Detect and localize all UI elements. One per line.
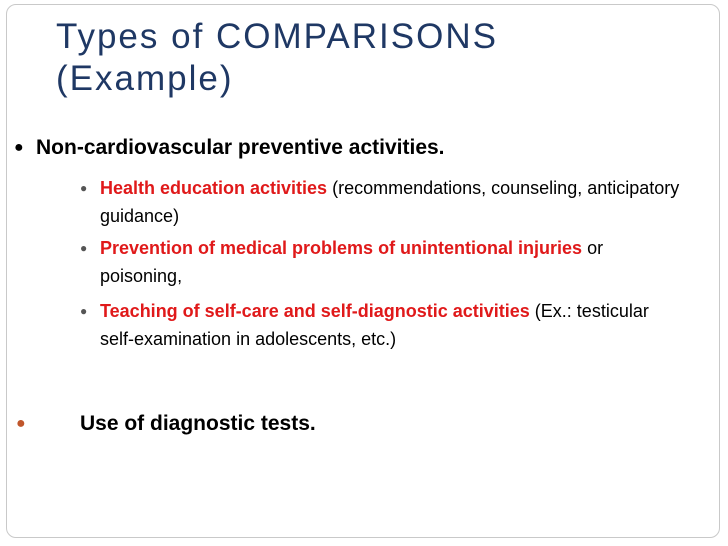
sub-bullet-text: or poisoning, xyxy=(100,238,604,286)
filled-circle-bullet-icon: ● xyxy=(14,139,24,156)
filled-circle-bullet-icon: ● xyxy=(16,415,26,432)
bullet-item-1 xyxy=(14,136,445,160)
small-circle-bullet-icon: ● xyxy=(80,241,88,255)
small-circle-bullet-icon: ● xyxy=(80,181,88,195)
sub-bullet-text: (Ex.: testicular self-examination in adolescents, etc.) xyxy=(100,301,649,349)
bullet-text: Use of diagnostic tests. xyxy=(80,412,316,435)
title-line-2: (Example) xyxy=(56,59,234,98)
title-line-1: Types of COMPARISONS xyxy=(56,17,498,56)
sub-bullet-highlight: Health education activities xyxy=(100,178,328,198)
sub-bullet-item-1 xyxy=(80,174,680,230)
sub-bullet-item-2 xyxy=(80,234,680,290)
sub-bullet-highlight: Teaching of self-care and self-diagnostic activities xyxy=(100,301,530,321)
slide-title xyxy=(56,16,696,100)
small-circle-bullet-icon: ● xyxy=(80,304,88,318)
bullet-text: Non-cardiovascular preventive activities. xyxy=(36,136,445,159)
sub-bullet-item-3 xyxy=(80,297,680,353)
sub-bullet-text: (recommendations, counseling, anticipatory guidance) xyxy=(100,178,680,226)
sub-bullet-highlight: Prevention of medical problems of unintentional injuries xyxy=(100,238,583,258)
bullet-item-2 xyxy=(16,412,316,436)
